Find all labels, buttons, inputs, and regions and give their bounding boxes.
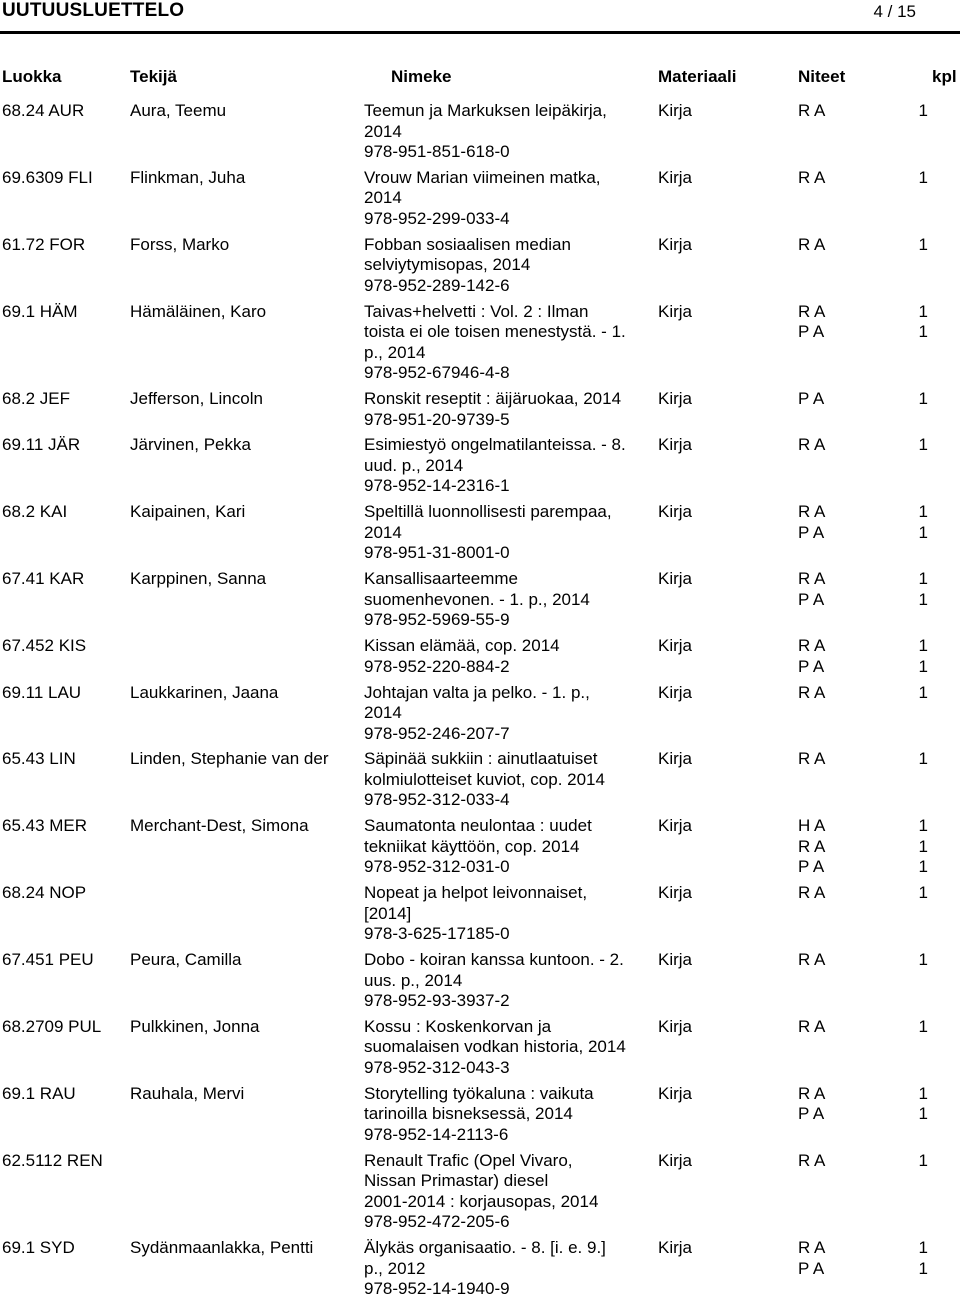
entry-nide: [798, 636, 928, 657]
entry-nide-kirjasto: R A: [798, 167, 826, 187]
entry-nide: [798, 816, 928, 837]
list-item: [0, 1084, 960, 1151]
entry-nimeke-line: kolmiulotteiset kuviot, cop. 2014: [364, 769, 605, 789]
entry-nide-kirjasto: P A: [798, 322, 825, 342]
entry-nimeke-line: Vrouw Marian viimeinen matka,: [364, 167, 601, 187]
entry-nide-kirjasto: P A: [798, 656, 825, 676]
entry-nide: [798, 101, 928, 122]
entry-nide-kirjasto: R A: [798, 569, 826, 589]
entry-luokka: 69.11 LAU: [2, 682, 82, 702]
entry-nimeke-line: Taivas+helvetti : Vol. 2 : Ilman: [364, 301, 589, 321]
entry-nide-kpl: 1: [918, 636, 928, 656]
entry-nide-kirjasto: R A: [798, 234, 826, 254]
entry-nimeke-line: 978-952-312-043-3: [364, 1057, 510, 1077]
list-item: [0, 1017, 960, 1084]
entry-nimeke: [364, 883, 654, 945]
entry-nimeke-line: 978-952-472-205-6: [364, 1212, 510, 1232]
entry-niteet: [798, 435, 928, 456]
entry-nimeke-line: [2014]: [364, 903, 412, 923]
entry-tekija: Forss, Marko: [130, 234, 230, 254]
entry-nide-kirjasto: P A: [798, 389, 825, 409]
entry-luokka: 68.2 JEF: [2, 389, 71, 409]
entry-niteet: [798, 1017, 928, 1038]
entry-luokka: 67.41 KAR: [2, 569, 85, 589]
entry-luokka: 69.11 JÄR: [2, 435, 81, 455]
entry-nide-kirjasto: R A: [798, 749, 826, 769]
entry-nimeke-line: p., 2014: [364, 342, 426, 362]
entry-nide-kirjasto: R A: [798, 1083, 826, 1103]
list-item: [0, 389, 960, 435]
entry-nide-kirjasto: P A: [798, 1258, 825, 1278]
entry-luokka: 69.1 RAU: [2, 1083, 76, 1103]
entry-nide-kirjasto: P A: [798, 857, 825, 877]
entry-materiaali: Kirja: [658, 1083, 693, 1103]
entry-nimeke: [364, 683, 654, 745]
entry-nide: [798, 302, 928, 323]
column-header-luokka: Luokka: [2, 67, 62, 86]
entry-tekija: Rauhala, Mervi: [130, 1083, 245, 1103]
entry-nide-kpl: 1: [918, 749, 928, 769]
entry-nimeke-line: 978-952-312-033-4: [364, 790, 510, 810]
entry-luokka: 67.451 PEU: [2, 950, 94, 970]
entry-nimeke-line: Kossu : Koskenkorvan ja: [364, 1016, 552, 1036]
entry-nide-kpl: 1: [918, 950, 928, 970]
entry-materiaali: Kirja: [658, 883, 693, 903]
entry-nimeke: [364, 168, 654, 230]
entry-nide-kpl: 1: [918, 1238, 928, 1258]
entry-nide-kpl: 1: [918, 589, 928, 609]
entry-nimeke-line: 978-952-5969-55-9: [364, 610, 510, 630]
entry-tekija: Aura, Teemu: [130, 101, 227, 120]
entry-nimeke: [364, 569, 654, 631]
entry-nimeke-line: Säpinää sukkiin : ainutlaatuiset: [364, 749, 598, 769]
entry-nide-kpl: 1: [918, 1083, 928, 1103]
entry-nimeke: [364, 389, 654, 430]
entry-tekija: Pulkkinen, Jonna: [130, 1016, 260, 1036]
entry-nide-kirjasto: P A: [798, 589, 825, 609]
entry-nimeke-line: Nopeat ja helpot leivonnaiset,: [364, 883, 588, 903]
entry-nimeke-line: suomenhevonen. - 1. p., 2014: [364, 589, 590, 609]
list-item: [0, 235, 960, 302]
entry-nimeke-line: 978-952-220-884-2: [364, 656, 510, 676]
entry-tekija: Merchant-Dest, Simona: [130, 816, 309, 836]
entry-nimeke-line: selviytymisopas, 2014: [364, 255, 531, 275]
entry-nide-kpl: 1: [918, 1258, 928, 1278]
entry-nide-kirjasto: R A: [798, 502, 826, 522]
column-header-kpl: kpl: [932, 67, 957, 86]
entry-nide-kpl: 1: [918, 682, 928, 702]
entry-nide: [798, 1104, 928, 1125]
page-title: UUTUUSLUETTELO: [2, 0, 185, 21]
entry-tekija: Karppinen, Sanna: [130, 569, 267, 589]
entry-nide-kpl: 1: [918, 836, 928, 856]
entry-luokka: 68.2 KAI: [2, 502, 68, 522]
entry-nimeke-line: tekniikat käyttöön, cop. 2014: [364, 836, 580, 856]
entry-materiaali: Kirja: [658, 816, 693, 836]
entry-luokka: 65.43 LIN: [2, 749, 76, 769]
entry-luokka: 68.24 NOP: [2, 883, 87, 903]
entry-nimeke: [364, 816, 654, 878]
column-header-tekija: Tekijä: [130, 67, 177, 86]
entry-nide-kirjasto: R A: [798, 682, 826, 702]
entry-nimeke-line: 978-952-246-207-7: [364, 723, 510, 743]
list-item: [0, 168, 960, 235]
entry-nimeke-line: Johtajan valta ja pelko. - 1. p.,: [364, 682, 590, 702]
entry-niteet: [798, 749, 928, 770]
entry-nimeke-line: uud. p., 2014: [364, 455, 464, 475]
entry-nimeke: [364, 1151, 654, 1233]
column-header-nimeke: Nimeke: [391, 67, 452, 86]
entry-nimeke-line: p., 2012: [364, 1258, 426, 1278]
list-item: [0, 883, 960, 950]
entry-nide-kpl: 1: [918, 1016, 928, 1036]
entry-niteet: [798, 101, 928, 122]
entry-nimeke-line: 978-952-312-031-0: [364, 857, 510, 877]
entry-nide-kpl: 1: [918, 435, 928, 455]
entry-nide: [798, 883, 928, 904]
entry-nide-kpl: 1: [918, 234, 928, 254]
entry-nide-kirjasto: R A: [798, 301, 826, 321]
entry-nide: [798, 435, 928, 456]
entry-tekija: Järvinen, Pekka: [130, 435, 251, 455]
entry-nimeke-line: 978-952-14-1940-9: [364, 1279, 510, 1299]
entry-nide-kpl: 1: [918, 1150, 928, 1170]
entry-materiaali: Kirja: [658, 682, 693, 702]
entry-nimeke-line: Nissan Primastar) diesel: [364, 1171, 549, 1191]
entry-niteet: [798, 1151, 928, 1172]
entry-nimeke-line: Storytelling työkaluna : vaikuta: [364, 1083, 594, 1103]
entry-nide-kpl: 1: [918, 522, 928, 542]
entry-nimeke: [364, 302, 654, 384]
entry-nide: [798, 168, 928, 189]
entry-nimeke-line: 2014: [364, 121, 402, 141]
entry-nide-kpl: 1: [918, 101, 928, 120]
entry-nimeke-line: 978-951-31-8001-0: [364, 543, 510, 563]
entry-nide: [798, 1151, 928, 1172]
entry-materiaali: Kirja: [658, 569, 693, 589]
entry-materiaali: Kirja: [658, 101, 693, 120]
entry-nide-kirjasto: R A: [798, 836, 826, 856]
entry-nimeke-line: Speltillä luonnollisesti parempaa,: [364, 502, 612, 522]
entry-niteet: [798, 883, 928, 904]
entry-nide-kpl: 1: [918, 322, 928, 342]
entry-nimeke: [364, 950, 654, 1012]
entry-nimeke-line: suomalaisen vodkan historia, 2014: [364, 1037, 626, 1057]
entry-nimeke: [364, 435, 654, 497]
entry-luokka: 69.6309 FLI: [2, 167, 93, 187]
entry-materiaali: Kirja: [658, 950, 693, 970]
entry-nimeke-line: 2014: [364, 188, 402, 208]
entry-nide: [798, 837, 928, 858]
entry-tekija: Peura, Camilla: [130, 950, 242, 970]
entry-nide: [798, 322, 928, 343]
entry-nide-kpl: 1: [918, 502, 928, 522]
entry-nimeke-line: Renault Trafic (Opel Vivaro,: [364, 1150, 573, 1170]
column-header-niteet: Niteet: [798, 67, 846, 86]
entry-nimeke: [364, 636, 654, 677]
entry-nimeke-line: Saumatonta neulontaa : uudet: [364, 816, 592, 836]
list-item: [0, 636, 960, 682]
list-item: [0, 1238, 960, 1305]
list-item: [0, 816, 960, 883]
entry-niteet: [798, 950, 928, 971]
entry-nide: [798, 1259, 928, 1280]
page-number: 4 / 15: [873, 2, 916, 21]
entry-materiaali: Kirja: [658, 435, 693, 455]
entry-niteet: [798, 636, 928, 677]
entry-nimeke: [364, 749, 654, 811]
entry-nimeke-line: 978-952-14-2316-1: [364, 476, 510, 496]
entry-nimeke-line: 978-3-625-17185-0: [364, 924, 510, 944]
entry-niteet: [798, 1238, 928, 1279]
list-item: [0, 502, 960, 569]
entry-nide-kirjasto: R A: [798, 101, 826, 120]
entry-nide: [798, 569, 928, 590]
entry-materiaali: Kirja: [658, 1238, 693, 1258]
entry-nide-kirjasto: R A: [798, 1238, 826, 1258]
entry-nimeke-line: 978-952-93-3937-2: [364, 991, 510, 1011]
entry-nimeke-line: uus. p., 2014: [364, 970, 463, 990]
entry-nide-kpl: 1: [918, 167, 928, 187]
entry-materiaali: Kirja: [658, 389, 693, 409]
list-item: [0, 950, 960, 1017]
entry-tekija: Sydänmaanlakka, Pentti: [130, 1238, 314, 1258]
entry-niteet: [798, 168, 928, 189]
entry-materiaali: Kirja: [658, 636, 693, 656]
entry-niteet: [798, 683, 928, 704]
entry-nide-kpl: 1: [918, 389, 928, 409]
entry-nide-kirjasto: H A: [798, 816, 826, 836]
entry-materiaali: Kirja: [658, 1016, 693, 1036]
entry-nimeke-line: Teemun ja Markuksen leipäkirja,: [364, 101, 607, 120]
entry-nide: [798, 749, 928, 770]
entry-nide: [798, 502, 928, 523]
entry-nimeke-line: tarinoilla bisneksessä, 2014: [364, 1104, 573, 1124]
entry-nimeke-line: 978-951-851-618-0: [364, 142, 510, 161]
entry-materiaali: Kirja: [658, 749, 693, 769]
entry-nimeke-line: 2014: [364, 522, 402, 542]
entry-nimeke-line: Älykäs organisaatio. - 8. [i. e. 9.]: [364, 1238, 606, 1258]
list-item: [0, 302, 960, 389]
entry-nimeke-line: 2014: [364, 703, 402, 723]
entry-nide-kpl: 1: [918, 1104, 928, 1124]
entry-nide: [798, 1238, 928, 1259]
entry-luokka: 61.72 FOR: [2, 234, 86, 254]
entry-luokka: 67.452 KIS: [2, 636, 87, 656]
entry-nide-kpl: 1: [918, 816, 928, 836]
entry-nimeke-line: 978-952-289-142-6: [364, 275, 510, 295]
entry-nide-kirjasto: R A: [798, 435, 826, 455]
list-item: [0, 101, 960, 168]
entry-nide: [798, 683, 928, 704]
entry-nide-kpl: 1: [918, 301, 928, 321]
entry-nimeke-line: 978-951-20-9739-5: [364, 409, 510, 429]
catalog-list: [0, 101, 960, 1305]
entry-nimeke: [364, 101, 654, 163]
entry-nimeke-line: 2001-2014 : korjausopas, 2014: [364, 1191, 599, 1211]
entry-nide-kpl: 1: [918, 656, 928, 676]
entry-nide-kirjasto: P A: [798, 522, 825, 542]
entry-nimeke-line: Kissan elämää, cop. 2014: [364, 636, 560, 656]
entry-nide: [798, 1017, 928, 1038]
list-item: [0, 569, 960, 636]
entry-tekija: Laukkarinen, Jaana: [130, 682, 279, 702]
entry-luokka: 62.5112 REN: [2, 1150, 103, 1170]
entry-nide-kpl: 1: [918, 883, 928, 903]
entry-nimeke-line: 978-952-14-2113-6: [364, 1124, 509, 1144]
entry-nimeke: [364, 1238, 654, 1300]
entry-nide-kirjasto: P A: [798, 1104, 825, 1124]
entry-tekija: Kaipainen, Kari: [130, 502, 246, 522]
entry-tekija: Linden, Stephanie van der: [130, 749, 329, 769]
entry-nide-kirjasto: R A: [798, 1150, 826, 1170]
entry-nimeke-line: Dobo - koiran kanssa kuntoon. - 2.: [364, 950, 624, 970]
entry-nide: [798, 389, 928, 410]
entry-nide-kirjasto: R A: [798, 883, 826, 903]
list-item: [0, 435, 960, 502]
entry-nide-kpl: 1: [918, 569, 928, 589]
entry-luokka: 68.24 AUR: [2, 101, 85, 120]
entry-nimeke-line: 978-952-299-033-4: [364, 208, 510, 228]
entry-nide: [798, 657, 928, 678]
column-header-materiaali: Materiaali: [658, 67, 737, 86]
entry-nimeke-line: toista ei ole toisen menestystä. - 1.: [364, 322, 626, 342]
entry-tekija: Jefferson, Lincoln: [130, 389, 263, 409]
entry-nide: [798, 523, 928, 544]
entry-nide-kirjasto: R A: [798, 636, 826, 656]
entry-nimeke: [364, 1084, 654, 1146]
list-item: [0, 683, 960, 750]
entry-nide: [798, 857, 928, 878]
entry-nide-kpl: 1: [918, 857, 928, 877]
entry-nide: [798, 235, 928, 256]
entry-nide: [798, 590, 928, 611]
entry-niteet: [798, 502, 928, 543]
entry-nide-kirjasto: R A: [798, 1016, 826, 1036]
list-item: [0, 1151, 960, 1238]
entry-tekija: Hämäläinen, Karo: [130, 301, 267, 321]
entry-nimeke: [364, 1017, 654, 1079]
entry-nimeke-line: Ronskit reseptit : äijäruokaa, 2014: [364, 389, 622, 409]
entry-niteet: [798, 1084, 928, 1125]
entry-niteet: [798, 302, 928, 343]
entry-luokka: 68.2709 PUL: [2, 1016, 102, 1036]
entry-nide: [798, 1084, 928, 1105]
entry-luokka: 69.1 HÄM: [2, 301, 78, 321]
entry-nide-kirjasto: R A: [798, 950, 826, 970]
entry-materiaali: Kirja: [658, 502, 693, 522]
entry-nide: [798, 950, 928, 971]
entry-niteet: [798, 235, 928, 256]
entry-nimeke: [364, 502, 654, 564]
entry-tekija: Flinkman, Juha: [130, 167, 246, 187]
entry-nimeke-line: Kansallisaarteemme: [364, 569, 519, 589]
entry-materiaali: Kirja: [658, 234, 693, 254]
entry-luokka: 69.1 SYD: [2, 1238, 75, 1258]
entry-niteet: [798, 816, 928, 878]
entry-materiaali: Kirja: [658, 167, 693, 187]
entry-nimeke-line: 978-952-67946-4-8: [364, 363, 510, 383]
entry-materiaali: Kirja: [658, 1150, 693, 1170]
list-item: [0, 749, 960, 816]
entry-materiaali: Kirja: [658, 301, 693, 321]
entry-nimeke-line: Esimiestyö ongelmatilanteissa. - 8.: [364, 435, 626, 455]
entry-nimeke: [364, 235, 654, 297]
entry-nimeke-line: Fobban sosiaalisen median: [364, 234, 571, 254]
header-rule: [0, 31, 960, 34]
entry-luokka: 65.43 MER: [2, 816, 88, 836]
entry-niteet: [798, 389, 928, 410]
entry-niteet: [798, 569, 928, 610]
